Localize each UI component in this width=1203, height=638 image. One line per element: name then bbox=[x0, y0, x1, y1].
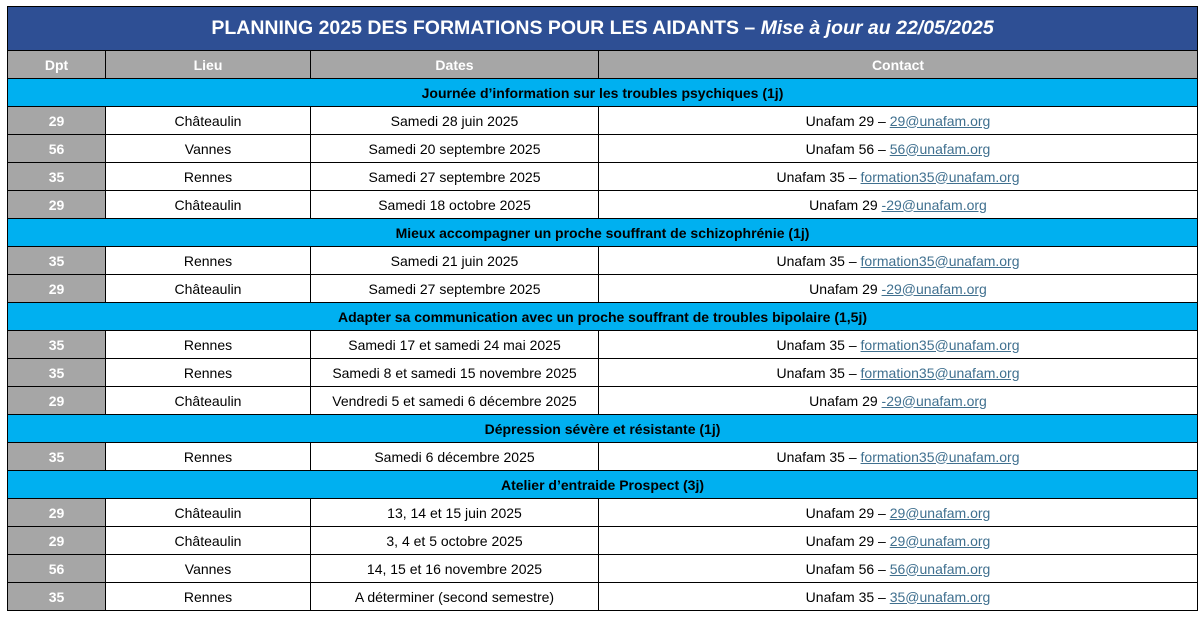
contact-email-link[interactable]: formation35@unafam.org bbox=[860, 252, 1020, 269]
section-header-row bbox=[8, 415, 1198, 443]
cell-lieu: Châteaulin bbox=[106, 191, 311, 219]
contact-label: Unafam 35 – bbox=[776, 448, 861, 465]
contact-label: Unafam 29 bbox=[809, 392, 882, 409]
contact-label: Unafam 29 bbox=[809, 280, 882, 297]
cell-contact bbox=[599, 387, 1198, 415]
contact-email-link[interactable]: formation35@unafam.org bbox=[860, 448, 1020, 465]
cell-dpt: 35 bbox=[8, 163, 106, 191]
cell-lieu: Châteaulin bbox=[106, 527, 311, 555]
planning-table bbox=[7, 6, 1198, 611]
table-row bbox=[8, 583, 1198, 611]
table-row bbox=[8, 247, 1198, 275]
table-row bbox=[8, 135, 1198, 163]
table-row bbox=[8, 107, 1198, 135]
contact-label: Unafam 35 – bbox=[776, 336, 861, 353]
table-row bbox=[8, 275, 1198, 303]
table-row bbox=[8, 555, 1198, 583]
planning-document bbox=[7, 6, 1197, 611]
cell-dates: 14, 15 et 16 novembre 2025 bbox=[311, 555, 599, 583]
section-title: Mieux accompagner un proche souffrant de schizophrénie (1j) bbox=[8, 219, 1198, 247]
section-header-row bbox=[8, 219, 1198, 247]
cell-dpt: 29 bbox=[8, 191, 106, 219]
table-row bbox=[8, 331, 1198, 359]
cell-dates: Samedi 27 septembre 2025 bbox=[311, 275, 599, 303]
cell-dates: 3, 4 et 5 octobre 2025 bbox=[311, 527, 599, 555]
contact-email-link[interactable]: -29@unafam.org bbox=[881, 280, 987, 297]
contact-label: Unafam 29 bbox=[809, 196, 882, 213]
cell-lieu: Vannes bbox=[106, 555, 311, 583]
cell-dates: Samedi 27 septembre 2025 bbox=[311, 163, 599, 191]
cell-lieu: Rennes bbox=[106, 331, 311, 359]
contact-label: Unafam 29 – bbox=[805, 532, 890, 549]
table-title bbox=[8, 7, 1198, 51]
table-body bbox=[8, 79, 1198, 611]
cell-dpt: 29 bbox=[8, 107, 106, 135]
table-row bbox=[8, 527, 1198, 555]
cell-contact bbox=[599, 163, 1198, 191]
cell-contact bbox=[599, 583, 1198, 611]
cell-dates: Samedi 17 et samedi 24 mai 2025 bbox=[311, 331, 599, 359]
cell-dates: Samedi 28 juin 2025 bbox=[311, 107, 599, 135]
table-row bbox=[8, 499, 1198, 527]
cell-dates: A déterminer (second semestre) bbox=[311, 583, 599, 611]
cell-contact bbox=[599, 499, 1198, 527]
contact-label: Unafam 56 – bbox=[805, 560, 890, 577]
contact-email-link[interactable]: -29@unafam.org bbox=[881, 196, 987, 213]
cell-dpt: 56 bbox=[8, 135, 106, 163]
cell-contact bbox=[599, 359, 1198, 387]
header-lieu: Lieu bbox=[106, 51, 311, 79]
cell-contact bbox=[599, 191, 1198, 219]
contact-label: Unafam 35 – bbox=[776, 168, 861, 185]
section-title: Atelier d’entraide Prospect (3j) bbox=[8, 471, 1198, 499]
contact-label: Unafam 29 – bbox=[805, 112, 890, 129]
cell-dpt: 35 bbox=[8, 443, 106, 471]
table-row bbox=[8, 443, 1198, 471]
cell-contact bbox=[599, 275, 1198, 303]
section-title: Adapter sa communication avec un proche souffrant de troubles bipolaire (1,5j) bbox=[8, 303, 1198, 331]
header-dates: Dates bbox=[311, 51, 599, 79]
cell-dpt: 35 bbox=[8, 359, 106, 387]
section-title: Dépression sévère et résistante (1j) bbox=[8, 415, 1198, 443]
header-dpt: Dpt bbox=[8, 51, 106, 79]
cell-dpt: 29 bbox=[8, 275, 106, 303]
cell-lieu: Rennes bbox=[106, 163, 311, 191]
cell-dpt: 29 bbox=[8, 527, 106, 555]
cell-dates: 13, 14 et 15 juin 2025 bbox=[311, 499, 599, 527]
table-row bbox=[8, 387, 1198, 415]
cell-dpt: 35 bbox=[8, 247, 106, 275]
contact-email-link[interactable]: 56@unafam.org bbox=[889, 140, 991, 157]
cell-lieu: Châteaulin bbox=[106, 107, 311, 135]
section-title: Journée d’information sur les troubles psychiques (1j) bbox=[8, 79, 1198, 107]
contact-email-link[interactable]: -29@unafam.org bbox=[881, 392, 987, 409]
cell-lieu: Rennes bbox=[106, 359, 311, 387]
title-update-date: Mise à jour au 22/05/2025 bbox=[760, 17, 994, 39]
cell-dpt: 35 bbox=[8, 583, 106, 611]
contact-label: Unafam 35 – bbox=[776, 252, 861, 269]
cell-lieu: Vannes bbox=[106, 135, 311, 163]
header-contact: Contact bbox=[599, 51, 1198, 79]
contact-email-link[interactable]: 35@unafam.org bbox=[889, 588, 991, 605]
cell-dpt: 35 bbox=[8, 331, 106, 359]
cell-dpt: 29 bbox=[8, 387, 106, 415]
contact-label: Unafam 35 – bbox=[805, 588, 890, 605]
cell-dates: Samedi 20 septembre 2025 bbox=[311, 135, 599, 163]
cell-dates: Vendredi 5 et samedi 6 décembre 2025 bbox=[311, 387, 599, 415]
contact-email-link[interactable]: 56@unafam.org bbox=[889, 560, 991, 577]
contact-email-link[interactable]: formation35@unafam.org bbox=[860, 168, 1020, 185]
contact-label: Unafam 29 – bbox=[805, 504, 890, 521]
contact-label: Unafam 35 – bbox=[776, 364, 861, 381]
cell-dpt: 29 bbox=[8, 499, 106, 527]
section-header-row bbox=[8, 303, 1198, 331]
cell-contact bbox=[599, 107, 1198, 135]
cell-contact bbox=[599, 555, 1198, 583]
cell-dates: Samedi 18 octobre 2025 bbox=[311, 191, 599, 219]
cell-contact bbox=[599, 331, 1198, 359]
table-row bbox=[8, 191, 1198, 219]
contact-email-link[interactable]: formation35@unafam.org bbox=[860, 364, 1020, 381]
cell-contact bbox=[599, 247, 1198, 275]
cell-dates: Samedi 8 et samedi 15 novembre 2025 bbox=[311, 359, 599, 387]
cell-contact bbox=[599, 135, 1198, 163]
section-header-row bbox=[8, 79, 1198, 107]
cell-lieu: Rennes bbox=[106, 443, 311, 471]
cell-lieu: Rennes bbox=[106, 247, 311, 275]
cell-dpt: 56 bbox=[8, 555, 106, 583]
cell-lieu: Châteaulin bbox=[106, 499, 311, 527]
contact-email-link[interactable]: 29@unafam.org bbox=[889, 532, 991, 549]
header-row bbox=[8, 51, 1198, 79]
table-row bbox=[8, 163, 1198, 191]
contact-label: Unafam 56 – bbox=[805, 140, 890, 157]
cell-lieu: Châteaulin bbox=[106, 275, 311, 303]
cell-dates: Samedi 6 décembre 2025 bbox=[311, 443, 599, 471]
cell-lieu: Rennes bbox=[106, 583, 311, 611]
cell-contact bbox=[599, 443, 1198, 471]
cell-lieu: Châteaulin bbox=[106, 387, 311, 415]
cell-dates: Samedi 21 juin 2025 bbox=[311, 247, 599, 275]
section-header-row bbox=[8, 471, 1198, 499]
contact-email-link[interactable]: 29@unafam.org bbox=[889, 112, 991, 129]
contact-email-link[interactable]: formation35@unafam.org bbox=[860, 336, 1020, 353]
contact-email-link[interactable]: 29@unafam.org bbox=[889, 504, 991, 521]
table-row bbox=[8, 359, 1198, 387]
title-main: PLANNING 2025 DES FORMATIONS POUR LES AIDANTS – bbox=[211, 17, 761, 39]
cell-contact bbox=[599, 527, 1198, 555]
